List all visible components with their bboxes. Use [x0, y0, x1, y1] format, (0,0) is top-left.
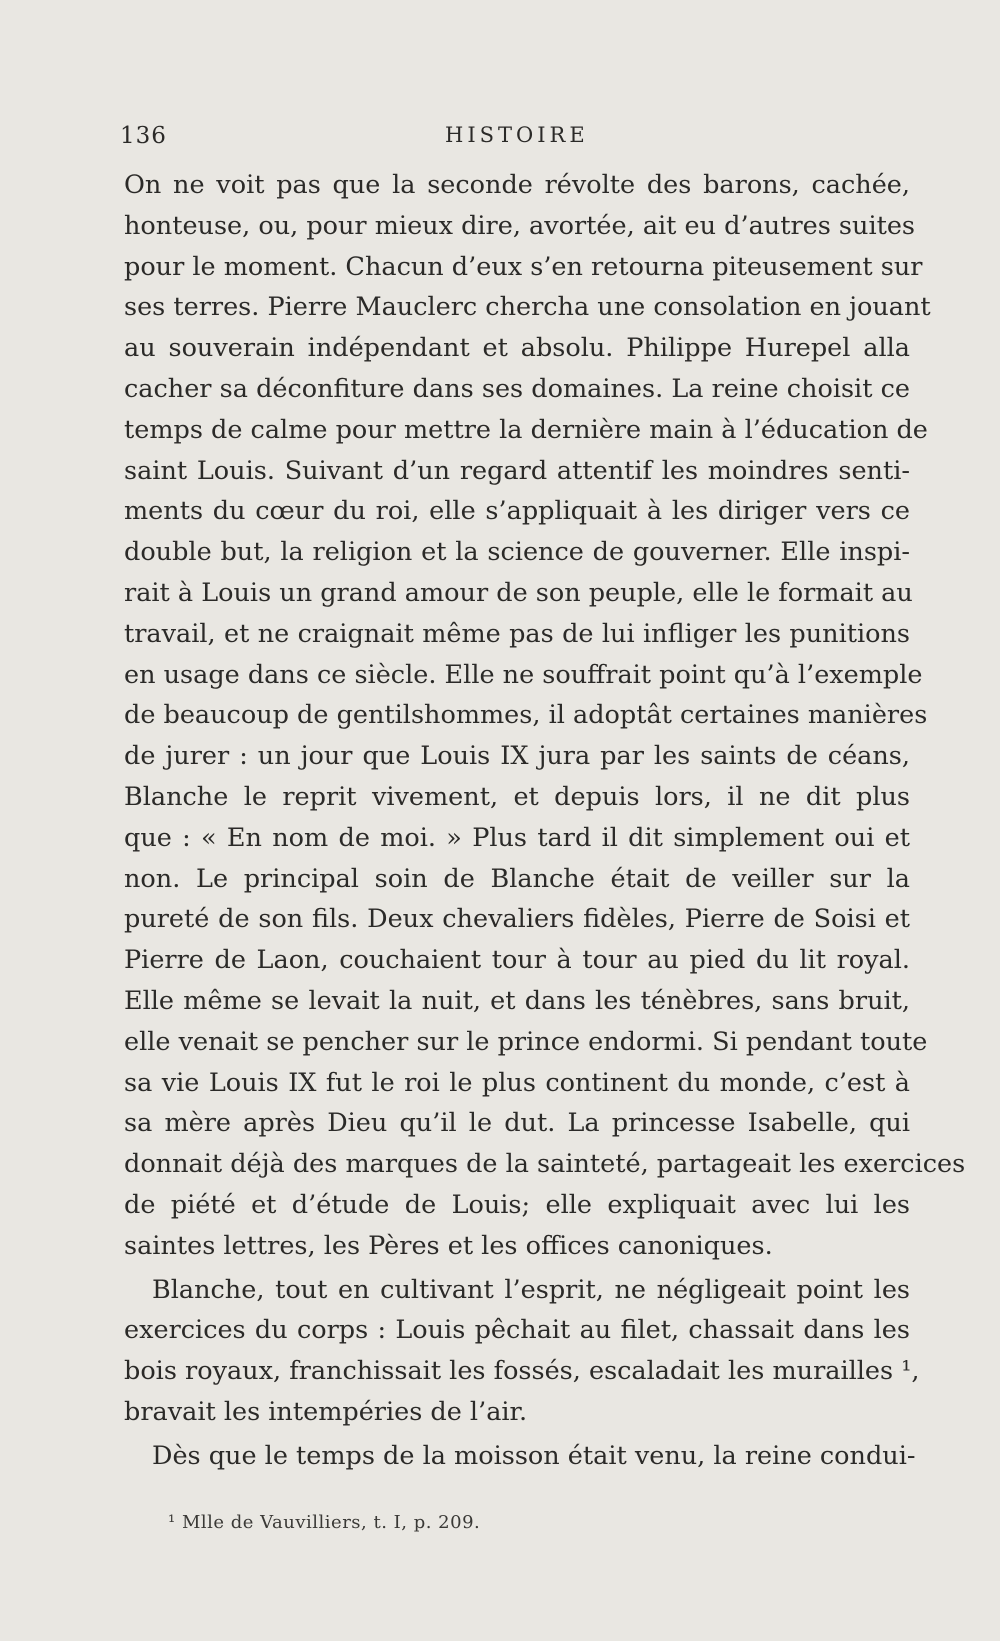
text-line: double but, la religion et la science de gouverner. Elle inspi-	[124, 537, 910, 568]
footnote-text: Mlle de Vauvilliers, t. I, p. 209.	[181, 1512, 481, 1533]
text-line: cacher sa déconfiture dans ses domaines. La reine choisit ce	[124, 373, 910, 404]
text-line: On ne voit pas que la seconde révolte des barons, cachée,	[124, 170, 910, 200]
text-line: Blanche, tout en cultivant l’esprit, ne négligeait point les	[152, 1274, 910, 1305]
text-line: exercices du corps : Louis pêchait au filet, chassait dans les	[124, 1315, 910, 1346]
text-line: saint Louis. Suivant d’un regard attentif les moindres senti-	[124, 455, 910, 486]
text-line: bravait les intempéries de l’air.	[124, 1396, 528, 1427]
text-line: sa mère après Dieu qu’il le dut. La princesse Isabelle, qui	[124, 1108, 910, 1139]
running-head	[120, 123, 920, 153]
footnote-marker: ¹	[168, 1512, 176, 1533]
text-line: de piété et d’étude de Louis; elle expliquait avec lui les	[124, 1189, 910, 1220]
text-line: Dès que le temps de la moisson était venu, la reine condui-	[152, 1440, 916, 1471]
text-line: pureté de son fils. Deux chevaliers fidèles, Pierre de Soisi et	[124, 904, 910, 935]
text-line: que : « En nom de moi. » Plus tard il dit simplement oui et	[124, 822, 910, 853]
running-title: HISTOIRE	[445, 123, 589, 147]
text-line: saintes lettres, les Pères et les offices canoniques.	[124, 1230, 773, 1261]
text-line: pour le moment. Chacun d’eux s’en retourna piteusement sur	[124, 251, 923, 282]
text-line: non. Le principal soin de Blanche était de veiller sur la	[124, 863, 910, 894]
text-line: temps de calme pour mettre la dernière main à l’éducation de	[124, 414, 928, 445]
text-line: ments du cœur du roi, elle s’appliquait à les diriger vers ce	[124, 496, 910, 527]
text-line: rait à Louis un grand amour de son peuple, elle le formait au	[124, 577, 913, 608]
page-number: 136	[120, 123, 167, 149]
text-line: Elle même se levait la nuit, et dans les ténèbres, sans bruit,	[124, 985, 910, 1016]
text-line: bois royaux, franchissait les fossés, escaladait les murailles ¹,	[124, 1356, 920, 1387]
text-line: sa vie Louis IX fut le roi le plus continent du monde, c’est à	[124, 1067, 910, 1098]
text-line: en usage dans ce siècle. Elle ne souffrait point qu’à l’exemple	[124, 659, 923, 690]
text-line: Blanche le reprit vivement, et depuis lors, il ne dit plus	[124, 781, 910, 812]
text-line: Pierre de Laon, couchaient tour à tour au pied du lit royal.	[124, 945, 910, 976]
text-line: de jurer : un jour que Louis IX jura par les saints de céans,	[124, 741, 910, 772]
text-line: honteuse, ou, pour mieux dire, avortée, ait eu d’autres suites	[124, 210, 916, 241]
footnote	[168, 1512, 480, 1533]
text-line: travail, et ne craignait même pas de lui infliger les punitions	[124, 618, 910, 649]
text-line: de beaucoup de gentilshommes, il adoptât certaines manières	[124, 700, 928, 731]
text-line: ses terres. Pierre Mauclerc chercha une consolation en jouant	[124, 292, 931, 323]
text-line: donnait déjà des marques de la sainteté, partageait les exercices	[124, 1149, 966, 1180]
text-line: au souverain indépendant et absolu. Philippe Hurepel alla	[124, 333, 910, 364]
body-text	[124, 165, 966, 1477]
text-line: elle venait se pencher sur le prince endormi. Si pendant toute	[124, 1026, 928, 1057]
